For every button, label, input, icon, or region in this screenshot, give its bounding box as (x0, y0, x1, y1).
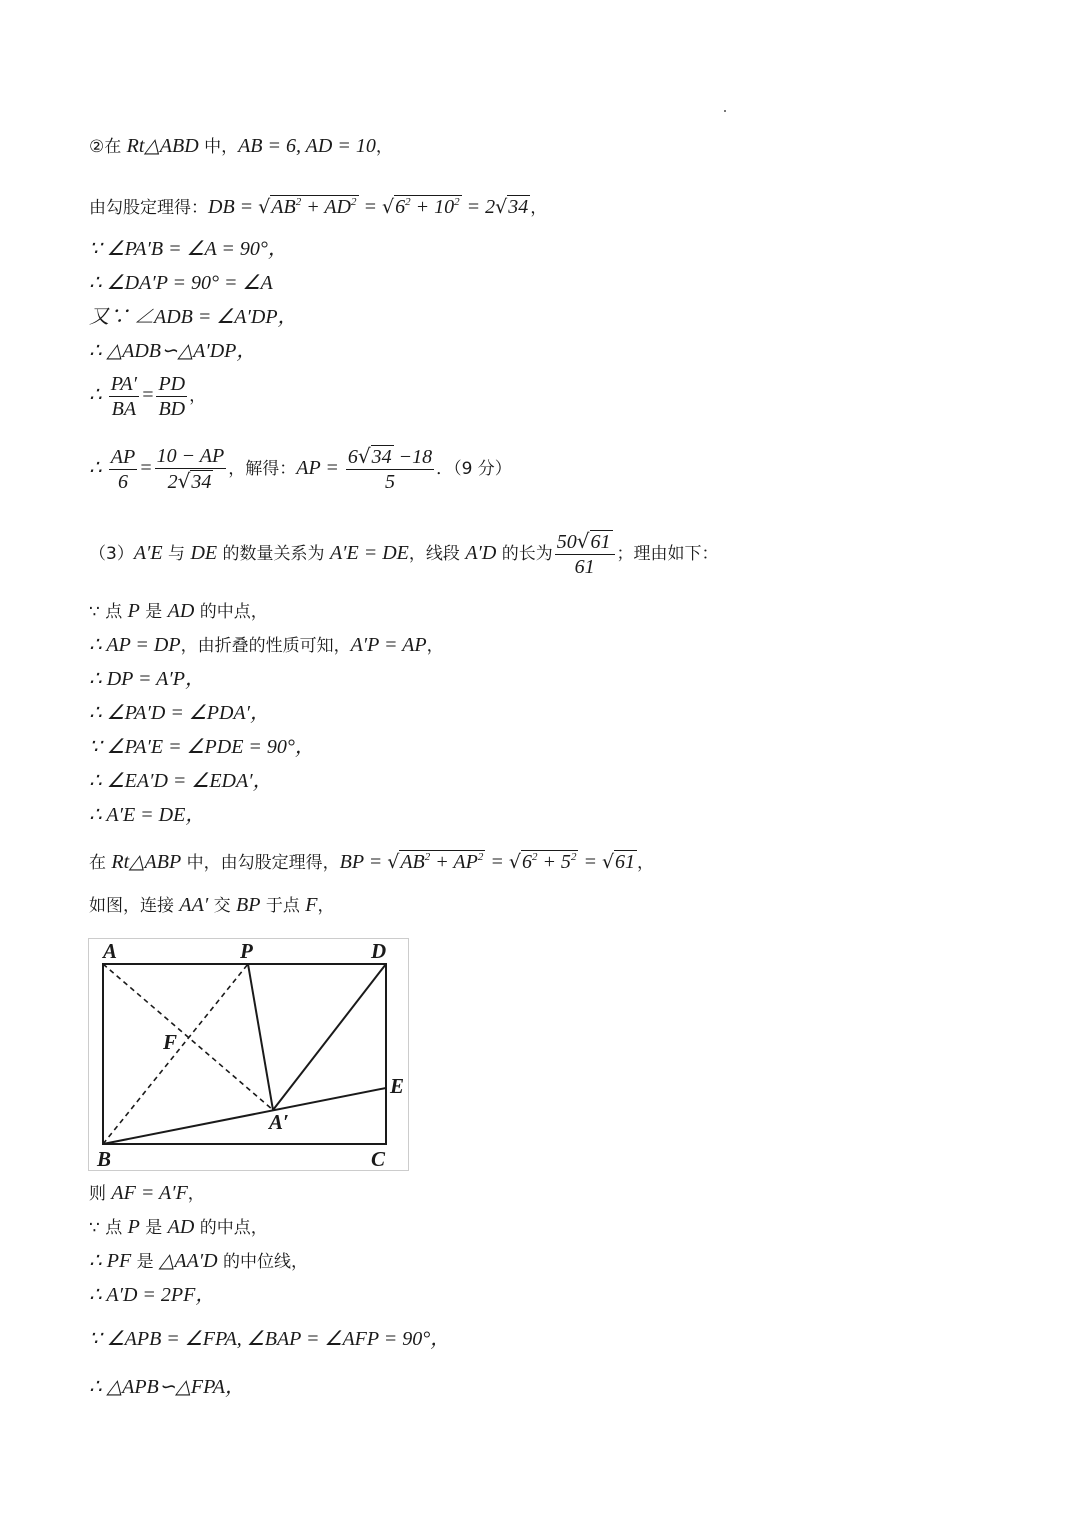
label-e: E (390, 1074, 405, 1098)
step-line-19: 则 AF = A′F， (89, 1182, 205, 1204)
sqrt-sign: √ (258, 196, 271, 218)
math: = (140, 384, 155, 406)
label-b: B (97, 1147, 112, 1171)
geometry-figure (88, 938, 412, 1174)
step-line-5: 又∵ ∠ADB = ∠A′DP， (89, 306, 298, 328)
step-line-3: ∵ ∠PA′B = ∠A = 90°， (89, 238, 288, 260)
segment-pa2 (248, 964, 273, 1110)
figure-frame (89, 939, 409, 1171)
step-line-16: ∴ A′E = DE， (89, 804, 206, 826)
radicand: $6^2 + 10^2$ (395, 196, 460, 218)
speck (724, 110, 726, 112)
step-line-23: ∵ ∠APB = ∠FPA, ∠BAP = ∠AFP = 90°， (89, 1328, 451, 1350)
segment-da2 (273, 964, 386, 1110)
math: ∴ (89, 384, 107, 406)
step-line-12: ∴ DP = A′P， (89, 668, 205, 690)
math: A′E = DE (329, 542, 409, 564)
text: ，解得： (228, 459, 297, 479)
text: ， (189, 386, 207, 406)
label-p: P (240, 939, 253, 963)
math: Rt△ABD (126, 135, 199, 157)
text: ；理由如下： (616, 544, 719, 564)
step-line-14: ∵ ∠PA′E = ∠PDE = 90°， (89, 736, 315, 758)
fraction: $\frac{10 - AP}{2√34}$ (156, 445, 225, 493)
math: DB = (208, 196, 259, 218)
label-f: F (163, 1030, 178, 1054)
text: 的数量关系为 (217, 544, 330, 564)
step-line-8 (89, 437, 512, 499)
math: A′D (465, 542, 497, 564)
fraction: $\frac{6√34 -18}{5}$ (347, 444, 433, 493)
step-line-13: ∴ ∠PA′D = ∠PDA′， (89, 702, 271, 724)
step-line-20: ∵ 点 P 是 AD 的中点， (89, 1216, 268, 1238)
text: 与 (162, 544, 191, 564)
fraction: $\frac{PD}{BD}$ (158, 372, 186, 420)
step-line-1 (89, 130, 393, 162)
sqrt-sign: √ (495, 196, 508, 218)
step-line-2 (89, 191, 547, 223)
math: AP = (296, 457, 344, 479)
text: ， (375, 137, 393, 157)
math: = 2 (461, 196, 496, 218)
math: = (358, 196, 382, 218)
segment-be (103, 1088, 386, 1144)
step-line-18: 如图，连接 AA′ 交 BP 于点 F， (89, 894, 335, 916)
text: 由勾股定理得： (89, 198, 208, 218)
math: ∴ (89, 457, 107, 479)
math: DE (190, 542, 218, 564)
math: A′E (133, 542, 163, 564)
text: ②在 (89, 137, 127, 157)
step-line-24: ∴ △APB∽△FPA， (89, 1376, 245, 1398)
step-line-22: ∴ A′D = 2PF， (89, 1284, 216, 1306)
text: （3） (89, 544, 134, 564)
step-line-21: ∴ PF 是 △AA′D 的中位线， (89, 1250, 309, 1272)
label-a: A (103, 939, 118, 963)
segment-aa2 (103, 964, 273, 1110)
step-line-15: ∴ ∠EA′D = ∠EDA′， (89, 770, 273, 792)
text: ， (530, 198, 548, 218)
label-c: C (371, 1147, 386, 1171)
step-line-17: 在 Rt△ABP 中，由勾股定理得，BP = $√AB^2 + AP^2 = √6^2 + 5^2 = √61$ ， (89, 851, 655, 873)
fraction: $\frac{PA'}{BA}$ (110, 372, 137, 420)
step-line-6: ∴ △ADB∽△A′DP， (89, 340, 257, 362)
label-a-prime: A′ (269, 1110, 289, 1134)
label-d: D (371, 939, 387, 963)
step-line-11: ∴ AP = DP，由折叠的性质可知，A′P = AP， (89, 634, 444, 656)
fraction: $\frac{AP}{6}$ (110, 445, 136, 493)
step-line-10: ∵ 点 P 是 AD 的中点， (89, 600, 268, 622)
step-line-4: ∴ ∠DA′P = 90° = ∠A (89, 272, 273, 294)
radicand: $AB^2 + AD^2$ (271, 196, 357, 218)
step-line-9 (89, 522, 719, 584)
radicand: 34 (508, 196, 529, 218)
sqrt-sign: √ (382, 196, 395, 218)
text: ．（9 分） (436, 459, 512, 479)
text: 的长为 (496, 544, 553, 564)
fraction: $\frac{50√61}{61}$ (555, 529, 615, 579)
step-line-7 (89, 364, 206, 426)
math: = (139, 457, 153, 479)
text: ，线段 (408, 544, 466, 564)
segment-bp (103, 964, 248, 1144)
text: 中， (198, 137, 239, 157)
math: AB = 6, AD = 10 (238, 135, 376, 157)
